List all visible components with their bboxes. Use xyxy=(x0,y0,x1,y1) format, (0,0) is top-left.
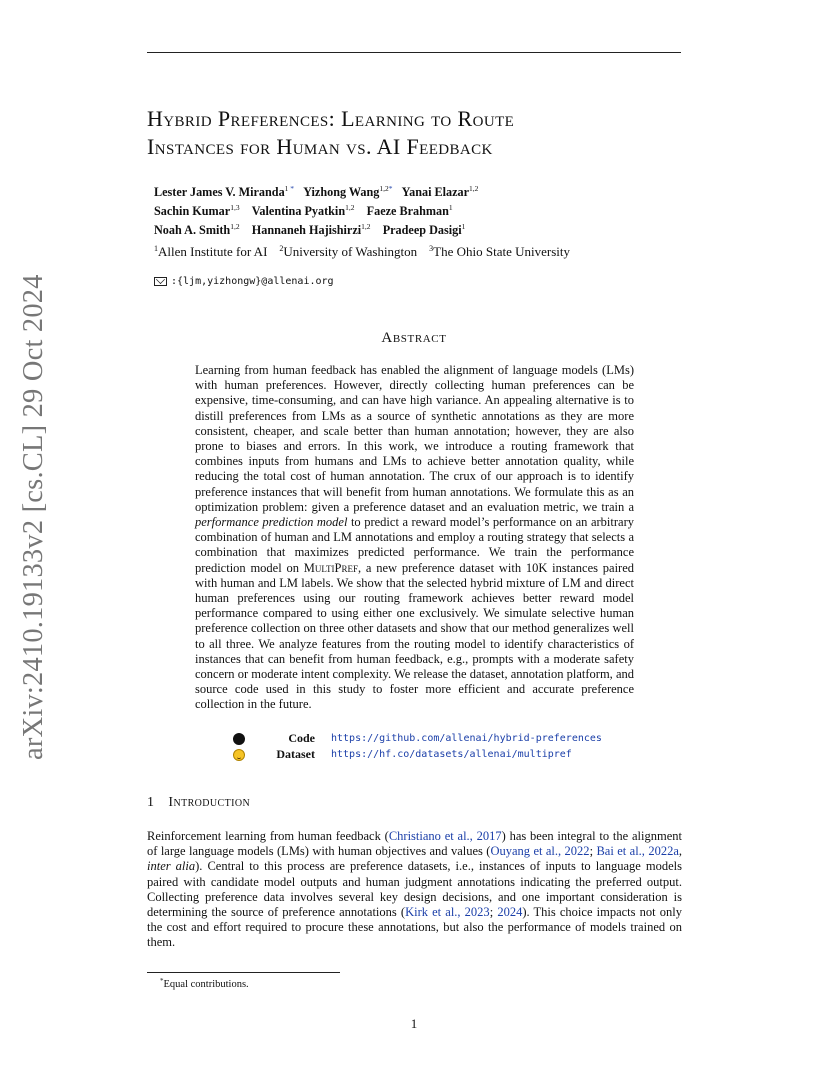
author-name: Noah A. Smith xyxy=(154,223,231,237)
author-row-3 xyxy=(154,219,478,238)
intro-text: ). This choice impacts not only the cost and effort required to procure these annotations, but also the performance of models trained on them. xyxy=(147,905,682,950)
intro-emphasis: inter alia xyxy=(147,859,196,874)
abstract-text: to predict a reward model’s performance on an arbitrary combination of human and LM annotations and employ a routing strategy that selects a combination that maximizes predicted performance. We train the performance prediction model on xyxy=(195,515,634,575)
abstract-heading: Abstract xyxy=(381,330,447,346)
author-affil-sup: 1,2 xyxy=(379,184,389,193)
footnote-mark: * xyxy=(160,977,164,985)
affiliations xyxy=(154,244,570,260)
paper-title xyxy=(147,105,707,161)
intro-paragraph xyxy=(147,829,682,951)
arxiv-sidebar-stamp xyxy=(14,274,60,760)
author-name: Faeze Brahman xyxy=(366,204,449,218)
author-name: Sachin Kumar xyxy=(154,204,231,218)
intro-text: ) has been integral to the alignment of large language models (LMs) with human objectives and values ( xyxy=(147,829,682,859)
section-number: 1 xyxy=(147,795,155,810)
citation-link[interactable]: Kirk et al., 2023 xyxy=(405,905,490,920)
author-row-2 xyxy=(154,200,478,219)
footnote-text: Equal contributions. xyxy=(163,979,249,990)
author-name: Lester James V. Miranda xyxy=(154,185,285,199)
intro-text: , xyxy=(678,844,682,859)
affil-name: Allen Institute for AI xyxy=(158,244,268,259)
arxiv-id: arXiv:2410.19133v2 [cs.CL] 29 Oct 2024 xyxy=(18,274,49,760)
author-list xyxy=(154,181,478,238)
title-line-2: Instances for Human vs. AI Feedback xyxy=(147,134,493,159)
abstract-text: , a new preference dataset with 10K instances paired with human and LM labels. We show that the selected hybrid mixture of LM and direct human preferences using our routing framework achieves better reward model performance compared to using either one exclusively. We simulate selective human preference collection on three other datasets and show that our method generalizes well to all three. We analyze features from the routing model to identify characteristics of instances that can benefit from human feedback, e.g., prompts with a moderate safety concern or moderate intent complexity. We release the dataset, annotation platform, and source code used in this study to foster more efficient and accurate preference collection in the future. xyxy=(195,560,634,712)
intro-text: ; xyxy=(589,844,597,859)
author-affil-sup: 1,2 xyxy=(361,222,371,231)
abstract-text: Learning from human feedback has enabled the alignment of language models (LMs) with human preferences. However, directly collecting human preferences can be expensive, time-consuming, and can have high variance. An appealing alternative is to distill preferences from LMs as a source of synthetic annotations as they are more consistent, cheaper, and scale better than human annotation; however, they are also prone to biases and errors. In this work, we introduce a routing framework that combines inputs from humans and LMs to achieve better annotation quality, while reducing the total cost of human annotation. The crux of our approach is to identify preference instances that will benefit from human annotations. We formulate this as an optimization problem: given a preference dataset and an evaluation metric, we train a xyxy=(195,363,634,514)
author-affil-sup: 1,2 xyxy=(345,203,355,212)
dataset-link-row xyxy=(233,747,572,762)
author-affil-sup: 1,2 xyxy=(230,222,240,231)
title-line-1: Hybrid Preferences: Learning to Route xyxy=(147,106,515,131)
author-affil-sup: 1,3 xyxy=(230,203,240,212)
dataset-name: MultiPref xyxy=(303,560,359,575)
citation-link[interactable]: Christiano et al., 2017 xyxy=(388,829,502,843)
author-name: Hannaneh Hajishirzi xyxy=(251,223,362,237)
huggingface-icon xyxy=(233,749,245,761)
dataset-label: Dataset xyxy=(276,747,315,761)
citation-link[interactable]: Ouyang et al., 2022 xyxy=(490,844,590,859)
github-icon xyxy=(233,733,245,745)
section-heading xyxy=(147,795,250,811)
equal-contrib-mark[interactable]: * xyxy=(288,184,295,193)
citation-link[interactable]: 2024 xyxy=(497,905,523,920)
envelope-icon xyxy=(154,277,167,286)
abstract-body xyxy=(195,363,634,713)
code-url-link[interactable]: https://github.com/allenai/hybrid-preferences xyxy=(331,733,602,744)
affil-sup: 2 xyxy=(279,244,284,253)
abstract-emphasis: performance prediction model xyxy=(195,515,348,530)
email-address[interactable]: :{ljm,yizhongw}@allenai.org xyxy=(171,276,334,287)
footnote-rule xyxy=(147,972,340,973)
author-name: Valentina Pyatkin xyxy=(251,204,346,218)
intro-text: ; xyxy=(489,905,498,920)
author-affil-sup: 1,2 xyxy=(469,184,479,193)
affil-name: The Ohio State University xyxy=(433,244,571,259)
dataset-url-link[interactable]: https://hf.co/datasets/allenai/multipref xyxy=(331,749,572,760)
citation-link[interactable]: Bai et al., 2022a xyxy=(596,844,679,859)
section-title: Introduction xyxy=(168,795,251,810)
author-affil-sup: 1 xyxy=(461,222,466,231)
author-name: Pradeep Dasigi xyxy=(382,223,462,237)
author-affil-sup: 1 xyxy=(448,203,453,212)
author-row-1 xyxy=(154,181,478,200)
affil-sup: 1 xyxy=(154,244,158,253)
contact-email xyxy=(154,276,334,287)
intro-text: Reinforcement learning from human feedback ( xyxy=(147,829,389,843)
affil-sup: 3 xyxy=(429,244,434,253)
code-link-row xyxy=(233,731,602,746)
affil-name: University of Washington xyxy=(283,244,418,259)
header-rule xyxy=(147,52,681,53)
intro-text: ). Central to this process are preference datasets, i.e., instances of inputs to language models paired with candidate model outputs and human judgment annotations indicating the preferred output. Collecting preference data involves several key design decisions, and one important consideration is determining the source of preference annotations ( xyxy=(147,859,682,920)
equal-contrib-mark[interactable]: * xyxy=(388,184,393,193)
author-name: Yanai Elazar xyxy=(401,185,470,199)
code-label: Code xyxy=(288,731,315,745)
author-affil-sup: 1 xyxy=(284,184,289,193)
page-number: 1 xyxy=(410,1016,418,1031)
footnote xyxy=(160,977,249,990)
author-name: Yizhong Wang xyxy=(303,185,380,199)
